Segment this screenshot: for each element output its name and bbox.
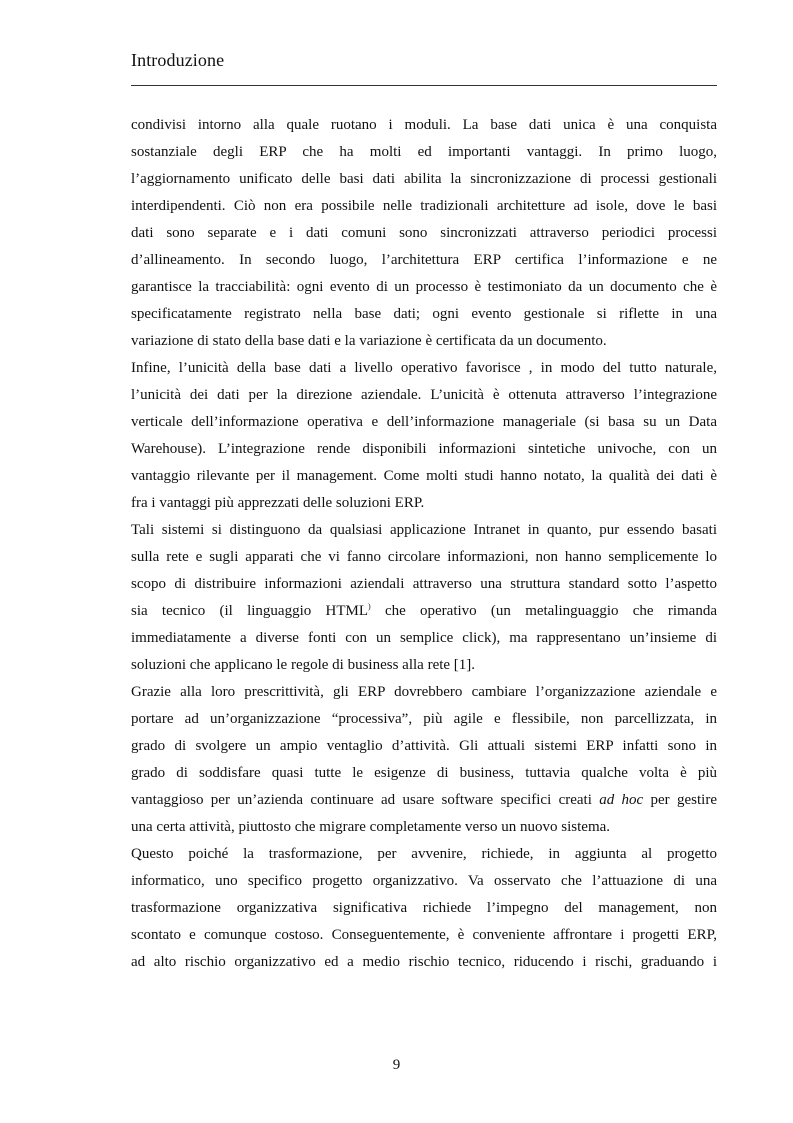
page-header-title: Introduzione xyxy=(131,50,225,70)
text-line: variazione di stato della base dati e la variazione è certificata da un documento. xyxy=(131,333,607,349)
text-line: informatico, uno specifico progetto organizzativo. Va osservato che l’attuazione di una xyxy=(131,873,717,889)
text-line-with-italic xyxy=(131,787,717,814)
italic-term: ad hoc xyxy=(599,792,644,808)
text-line-with-superscript xyxy=(131,598,717,625)
text-line: scopo di distribuire informazioni aziendali attraverso una struttura standard sotto l’aspetto xyxy=(131,576,717,592)
text-line: verticale dell’informazione operativa e dell’informazione manageriale (si basa su un Data xyxy=(131,414,717,430)
text-line: portare ad un’organizzazione “processiva”, più agile e flessibile, non parcellizzata, in xyxy=(131,711,717,727)
text-line: d’allineamento. In secondo luogo, l’architettura ERP certifica l’informazione e ne xyxy=(131,252,717,268)
page-number: 9 xyxy=(392,1057,401,1073)
text-line: garantisce la tracciabilità: ogni evento di un processo è testimoniato da un documento che è xyxy=(131,279,717,295)
text-segment: per gestire xyxy=(643,792,717,808)
text-line: trasformazione organizzativa significativa richiede l’impegno del management, non xyxy=(131,900,717,916)
text-line: grado di soddisfare quasi tutte le esigenze di business, tuttavia qualche volta è più xyxy=(131,765,717,781)
text-line: specificatamente registrato nella base dati; ogni evento gestionale si riflette in una xyxy=(131,306,717,322)
text-segment: vantaggioso per un’azienda continuare ad usare software specifici creati xyxy=(131,792,600,808)
text-line: scontato e comunque costoso. Conseguentemente, è conveniente affrontare i progetti ERP, xyxy=(131,927,717,943)
text-line: dati sono separate e i dati comuni sono sincronizzati attraverso periodici processi xyxy=(131,225,717,241)
text-line: fra i vantaggi più apprezzati delle soluzioni ERP. xyxy=(131,495,425,511)
text-segment: sia tecnico (il linguaggio HTML xyxy=(131,603,369,619)
text-line: Questo poiché la trasformazione, per avvenire, richiede, in aggiunta al progetto xyxy=(131,846,717,862)
text-line: grado di svolgere un ampio ventaglio d’attività. Gli attuali sistemi ERP infatti sono in xyxy=(131,738,717,754)
header-divider xyxy=(131,85,717,86)
text-line: Warehouse). L’integrazione rende disponibili informazioni sintetiche univoche, con un xyxy=(131,441,717,457)
text-line: ad alto rischio organizzativo ed a medio rischio tecnico, riducendo i rischi, graduando i xyxy=(131,954,717,970)
text-line: sostanziale degli ERP che ha molti ed importanti vantaggi. In primo luogo, xyxy=(131,144,717,160)
text-line: Infine, l’unicità della base dati a livello operativo favorisce , in modo del tutto naturale, xyxy=(131,360,717,376)
text-segment: che operativo (un metalinguaggio che rimanda xyxy=(370,603,717,619)
text-line: interdipendenti. Ciò non era possibile nelle tradizionali architetture ad isole, dove le basi xyxy=(131,198,717,214)
body-text xyxy=(131,112,717,976)
text-line: immediatamente a diverse fonti con un semplice click), ma rappresentano un’insieme di xyxy=(131,630,717,646)
text-line: soluzioni che applicano le regole di business alla rete [1]. xyxy=(131,657,476,673)
text-line: vantaggio rilevante per il management. Come molti studi hanno notato, la qualità dei dati è xyxy=(131,468,717,484)
text-line: sulla rete e sugli apparati che vi fanno circolare informazioni, non hanno semplicemente lo xyxy=(131,549,717,565)
text-line: l’aggiornamento unificato delle basi dati abilita la sincronizzazione di processi gestionali xyxy=(131,171,717,187)
text-line: l’unicità dei dati per la direzione aziendale. L’unicità è ottenuta attraverso l’integrazione xyxy=(131,387,717,403)
text-line: Tali sistemi si distinguono da qualsiasi applicazione Intranet in quanto, pur essendo basati xyxy=(131,522,717,538)
text-line: condivisi intorno alla quale ruotano i moduli. La base dati unica è una conquista xyxy=(131,117,717,133)
text-line: una certa attività, piuttosto che migrare completamente verso un nuovo sistema. xyxy=(131,819,611,835)
text-line: Grazie alla loro prescrittività, gli ERP dovrebbero cambiare l’organizzazione aziendale e xyxy=(131,684,717,700)
footnote-mark: ) xyxy=(368,602,371,611)
